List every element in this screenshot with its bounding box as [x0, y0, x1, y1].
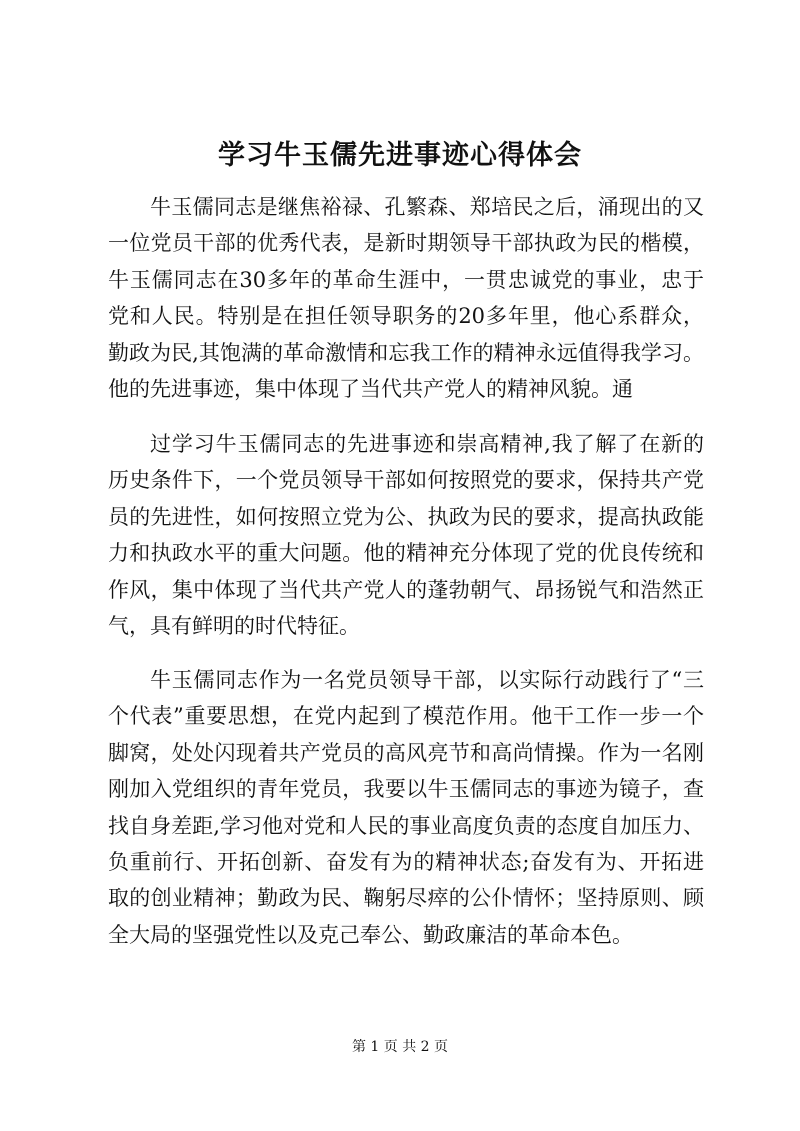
paragraph-line: 全大局的坚强党性以及克己奉公、勤政廉洁的革命本色。: [108, 922, 633, 947]
paragraph-2: [108, 426, 704, 644]
paragraph-3: [108, 662, 704, 953]
paragraph-line: 脚窝，处处闪现着共产党员的高风亮节和高尚情操。作为一名刚: [108, 740, 704, 765]
paragraph-1: [108, 189, 704, 407]
paragraph-line: 牛玉儒同志在30多年的革命生涯中，一贯忠诚党的事业，忠于: [108, 267, 704, 292]
paragraph-line: 勤政为民,其饱满的革命激情和忘我工作的精神永远值得我学习。: [108, 340, 704, 365]
paragraph-line: 他的先进事迹，集中体现了当代共产党人的精神风貌。通: [108, 376, 633, 401]
paragraph-line: 员的先进性，如何按照立党为公、执政为民的要求，提高执政能: [108, 504, 704, 529]
page-title: 学习牛玉儒先进事迹心得体会: [218, 140, 582, 171]
paragraph-line: 力和执政水平的重大问题。他的精神充分体现了党的优良传统和: [108, 541, 704, 566]
paragraph-line: 牛玉儒同志作为一名党员领导干部，以实际行动践行了“三: [150, 668, 704, 692]
paragraph-line: 气，具有鲜明的时代特征。: [108, 613, 360, 638]
paragraph-line: 牛玉儒同志是继焦裕禄、孔繁森、郑培民之后，涌现出的又: [150, 195, 704, 219]
paragraph-line: 党和人民。特别是在担任领导职务的20多年里，他心系群众，: [108, 304, 704, 329]
page-number: 第 1 页 共 2 页: [351, 1039, 449, 1055]
paragraph-line: 刚加入党组织的青年党员，我要以牛玉儒同志的事迹为镜子，查: [108, 777, 704, 802]
paragraph-line: 个代表”重要思想，在党内起到了模范作用。他干工作一步一个: [108, 704, 704, 729]
paragraph-line: 取的创业精神；勤政为民、鞠躬尽瘁的公仆情怀；坚持原则、顾: [108, 886, 704, 911]
paragraph-line: 作风，集中体现了当代共产党人的蓬勃朝气、昂扬锐气和浩然正: [108, 577, 704, 602]
paragraph-line: 历史条件下，一个党员领导干部如何按照党的要求，保持共产党: [108, 468, 704, 493]
paragraph-line: 找自身差距,学习他对党和人民的事业高度负责的态度自加压力、: [108, 813, 704, 838]
paragraph-line: 过学习牛玉儒同志的先进事迹和崇高精神,我了解了在新的: [150, 432, 704, 456]
paragraph-line: 负重前行、开拓创新、奋发有为的精神状态;奋发有为、开拓进: [108, 849, 704, 874]
paragraph-line: 一位党员干部的优秀代表，是新时期领导干部执政为民的楷模，: [108, 231, 704, 256]
